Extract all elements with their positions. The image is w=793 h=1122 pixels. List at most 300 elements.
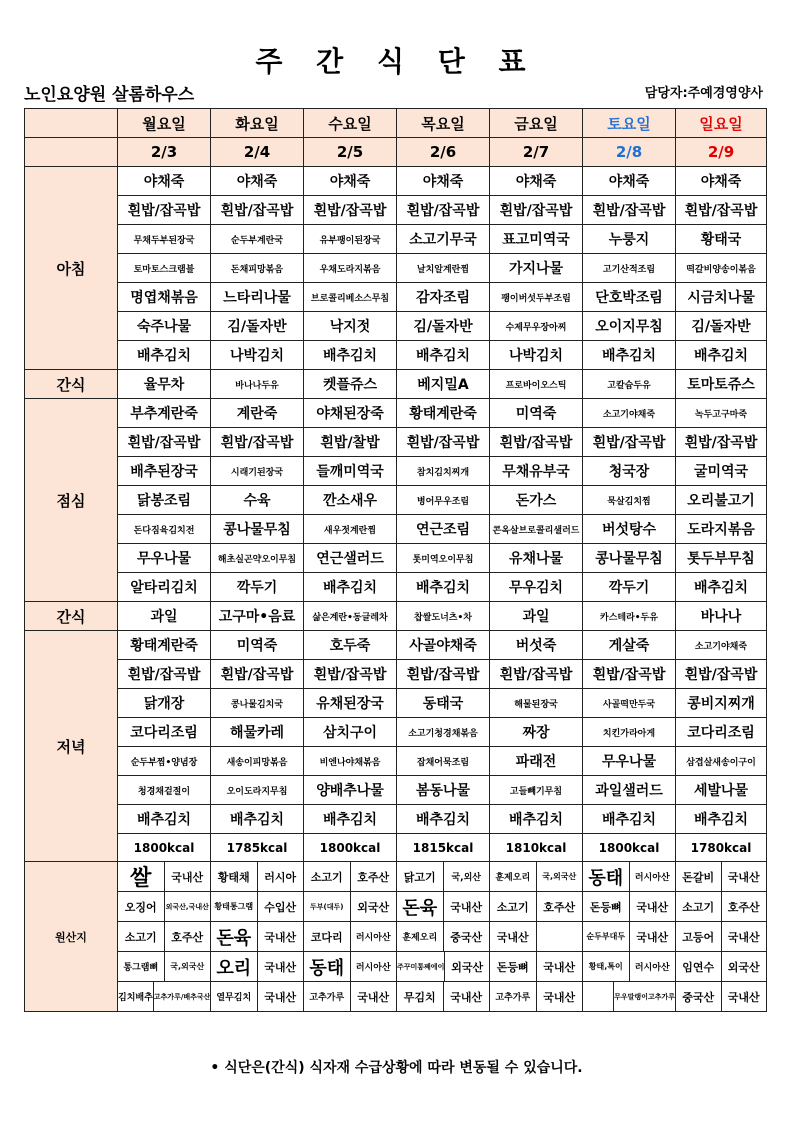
origin-ingredient: 오리 [211,952,258,981]
date-header: 2/4 [211,138,304,167]
origin-country: 러시아 [264,870,297,884]
origin-country: 국내산 [264,960,297,974]
menu-item: 감자조림 [397,283,490,312]
origin-pair [490,922,583,952]
menu-item: 떡갈비양송이볶음 [676,254,767,283]
menu-item: 흰밥/잡곡밥 [304,196,397,225]
origin-ingredient: 훈제오리 [397,922,444,951]
menu-item: 소고기야채죽 [583,399,676,428]
menu-item: 참치김치찌개 [397,457,490,486]
origin-pair [304,922,397,952]
menu-item: 날치알계란찜 [397,254,490,283]
origin-ingredient: 코다리 [304,922,351,951]
day-header: 토요일 [583,109,676,138]
footnote: • 식단은(간식) 식자재 수급상황에 따라 변동될 수 있습니다. [210,1060,583,1076]
origin-country: 러시아산 [634,873,670,883]
menu-item: 수육 [211,486,304,515]
menu-item: 야채죽 [583,167,676,196]
origin-pair [583,982,676,1012]
menu-item: 수제무우장아찌 [490,312,583,341]
menu-item: 나박김치 [490,341,583,370]
snack-item: 율무차 [118,370,211,399]
origin-ingredient: 중국산 [676,982,722,1011]
menu-item: 계란죽 [211,399,304,428]
menu-item: 흰밥/잡곡밥 [211,428,304,457]
corner-cell [25,109,118,138]
menu-item: 황태계란죽 [118,631,211,660]
menu-item: 흰밥/잡곡밥 [676,428,767,457]
origin-ingredient: 돈갈비 [676,862,722,891]
origin-ingredient: 무김치 [397,982,444,1011]
meal-label-snack2: 간식 [25,602,118,631]
kcal-value: 1785kcal [211,834,304,862]
origin-country: 국내산 [727,990,760,1004]
origin-country: 외국산 [727,960,760,974]
page-title: 주 간 식 단 표 [255,45,538,78]
snack-item: 고구마•음료 [211,602,304,631]
origin-pair [304,982,397,1012]
date-header: 2/6 [397,138,490,167]
origin-country: 수입산 [264,900,297,914]
menu-item: 콩나물무침 [583,544,676,573]
menu-item: 과일샐러드 [583,776,676,805]
menu-item: 느타리나물 [211,283,304,312]
menu-item: 새송이피망볶음 [211,747,304,776]
origin-country: 국내산 [636,930,669,944]
menu-item: 흰밥/잡곡밥 [583,428,676,457]
menu-item: 봄동나물 [397,776,490,805]
snack-item: 켓플쥬스 [304,370,397,399]
menu-item: 잡채어묵조림 [397,747,490,776]
menu-item: 돈가스 [490,486,583,515]
origin-ingredient: 소고기 [490,892,537,921]
menu-item: 연근샐러드 [304,544,397,573]
menu-item: 흰밥/잡곡밥 [583,660,676,689]
origin-ingredient: 고추가루 [304,982,351,1011]
origin-country: 호주산 [357,870,390,884]
origin-ingredient: 국내산 [490,922,537,951]
origin-ingredient: 훈제오리 [490,862,537,891]
origin-ingredient: 돈등뼈 [490,952,537,981]
origin-country: 국,외국산 [542,872,577,881]
day-header: 일요일 [676,109,767,138]
origin-pair [118,862,211,892]
origin-pair [118,952,211,982]
menu-item: 톳두부무침 [676,544,767,573]
menu-item: 녹두고구마죽 [676,399,767,428]
menu-item: 깍두기 [583,573,676,602]
menu-item: 배추김치 [583,805,676,834]
origin-pair [211,892,304,922]
origin-ingredient: 쌀 [118,862,165,891]
origin-country: 러시아산 [355,933,391,943]
menu-item: 소고기청경채볶음 [397,718,490,747]
origin-ingredient: 돈육 [397,892,444,921]
date-header: 2/7 [490,138,583,167]
origin-pair [490,952,583,982]
origin-country: 러시아산 [355,963,391,973]
menu-item: 흰밥/잡곡밥 [304,660,397,689]
menu-item: 오이도라지무침 [211,776,304,805]
origin-ingredient: 주꾸미통째에이 [397,952,445,981]
origin-country: 국,외국산 [170,962,205,971]
origin-ingredient: 소고기 [676,892,722,921]
origin-country: 러시아산 [634,963,670,973]
menu-item: 야채죽 [676,167,767,196]
menu-item: 가지나물 [490,254,583,283]
menu-item: 콩나물무침 [211,515,304,544]
menu-item: 야채죽 [490,167,583,196]
origin-pair [583,922,676,952]
origin-pair [490,892,583,922]
snack-item: 과일 [118,602,211,631]
menu-item: 무채유부국 [490,457,583,486]
origin-country: 국내산 [450,990,483,1004]
menu-item: 배추김치 [304,805,397,834]
menu-item: 흰밥/잡곡밥 [490,428,583,457]
kcal-value: 1815kcal [397,834,490,862]
origin-pair [211,952,304,982]
origin-country: 호주산 [727,900,760,914]
menu-item: 깍두기 [211,573,304,602]
origin-country: 고추가루/배추국산 [153,992,211,1001]
menu-item: 돈다짐육김치전 [118,515,211,544]
origin-pair [211,862,304,892]
menu-item: 배추김치 [304,573,397,602]
origin-pair [676,982,767,1012]
menu-item: 누룽지 [583,225,676,254]
menu-item: 우채도라지볶음 [304,254,397,283]
menu-item: 명엽채볶음 [118,283,211,312]
origin-ingredient: 통그램뼈 [118,952,165,981]
origin-country: 호주산 [543,900,576,914]
menu-item: 김/돌자반 [676,312,767,341]
menu-item: 콩비지찌개 [676,689,767,718]
menu-item: 파래전 [490,747,583,776]
origin-ingredient: 두부(대두) [304,892,351,921]
menu-item: 게살죽 [583,631,676,660]
origin-country: 국내산 [264,990,297,1004]
manager-name: 담당자:주예경영양사 [644,86,763,101]
origin-pair [118,922,211,952]
origin-country: 호주산 [171,930,204,944]
menu-item: 새우젓계란찜 [304,515,397,544]
menu-item: 해물된장국 [490,689,583,718]
menu-item: 배추김치 [583,341,676,370]
origin-country: 외국산,국내산 [165,902,209,911]
menu-item: 야채된장죽 [304,399,397,428]
origin-pair [676,952,767,982]
menu-item: 깐소새우 [304,486,397,515]
menu-item: 호두죽 [304,631,397,660]
origin-country: 국내산 [727,870,760,884]
menu-item: 부추계란죽 [118,399,211,428]
menu-item: 들깨미역국 [304,457,397,486]
meal-label-lunch: 점심 [25,399,118,602]
origin-country: 국내산 [171,870,204,884]
menu-item: 표고미역국 [490,225,583,254]
menu-item: 야채죽 [211,167,304,196]
menu-item: 해물카레 [211,718,304,747]
corner-cell [25,138,118,167]
origin-ingredient: 황태,톡이 [583,952,630,981]
snack-item: 찹쌀도너츠•차 [397,602,490,631]
menu-item: 배추김치 [118,805,211,834]
menu-item: 오리불고기 [676,486,767,515]
origin-country: 국내산 [543,960,576,974]
menu-item: 삼치구이 [304,718,397,747]
snack-item: 토마토쥬스 [676,370,767,399]
menu-item: 고기산적조림 [583,254,676,283]
origin-ingredient: 고등어 [676,922,722,951]
menu-item: 굴미역국 [676,457,767,486]
menu-item: 순두부찜•양념장 [118,747,211,776]
snack-item: 고칼슘두유 [583,370,676,399]
menu-item: 미역죽 [490,399,583,428]
menu-item: 야채죽 [304,167,397,196]
kcal-value: 1810kcal [490,834,583,862]
menu-item: 병어무우조림 [397,486,490,515]
origin-pair [676,892,767,922]
menu-item: 소고기야채죽 [676,631,767,660]
origin-pair [583,892,676,922]
day-header: 금요일 [490,109,583,138]
menu-item: 배추김치 [397,341,490,370]
kcal-value: 1800kcal [304,834,397,862]
menu-item: 김/돌자반 [211,312,304,341]
menu-item: 배추김치 [211,805,304,834]
origin-pair [304,892,397,922]
snack-item: 프로바이오스틱 [490,370,583,399]
snack-item: 과일 [490,602,583,631]
menu-item: 버섯죽 [490,631,583,660]
origin-ingredient: 소고기 [118,922,165,951]
origin-country: 외국산 [451,960,484,974]
origin-country: 외국산 [357,900,390,914]
weekly-menu-table [24,108,767,1012]
origin-country: 국내산 [636,900,669,914]
menu-item: 미역죽 [211,631,304,660]
facility-name: 노인요양원 살롬하우스 [24,85,195,105]
meal-label-snack1: 간식 [25,370,118,399]
kcal-value: 1800kcal [583,834,676,862]
menu-item: 흰밥/잡곡밥 [397,428,490,457]
menu-item: 황태국 [676,225,767,254]
origin-ingredient: 김치배추 [118,982,154,1011]
menu-item: 흰밥/잡곡밥 [490,660,583,689]
menu-item: 짜장 [490,718,583,747]
menu-item: 오이지무침 [583,312,676,341]
menu-item: 흰밥/잡곡밥 [118,428,211,457]
menu-item: 닭봉조림 [118,486,211,515]
origin-pair [118,982,211,1012]
menu-item: 사골야채죽 [397,631,490,660]
menu-item: 배추김치 [397,573,490,602]
menu-item: 비엔나야채볶음 [304,747,397,776]
menu-item: 연근조림 [397,515,490,544]
origin-pair [490,982,583,1012]
origin-ingredient: 임연수 [676,952,722,981]
origin-ingredient: 순두부대두 [583,922,630,951]
menu-item: 흰밥/잡곡밥 [211,196,304,225]
menu-item: 흰밥/잡곡밥 [676,196,767,225]
menu-item: 닭개장 [118,689,211,718]
menu-item: 흰밥/잡곡밥 [583,196,676,225]
origin-ingredient: 오징어 [118,892,165,921]
date-header: 2/5 [304,138,397,167]
menu-item: 청국장 [583,457,676,486]
menu-item: 코다리조림 [118,718,211,747]
menu-item: 흰밥/잡곡밥 [490,196,583,225]
menu-item: 팽이버섯두부조림 [490,283,583,312]
menu-item: 흰밥/잡곡밥 [118,196,211,225]
menu-item: 유부팽이된장국 [304,225,397,254]
menu-item: 청경채겉절이 [118,776,211,805]
menu-item: 나박김치 [211,341,304,370]
menu-item: 콩나물김치국 [211,689,304,718]
origin-ingredient [583,982,614,1011]
menu-item: 무채두부된장국 [118,225,211,254]
meal-label-origin: 원산지 [25,862,118,1012]
origin-ingredient: 황태채 [211,862,258,891]
menu-item: 무우나물 [583,747,676,776]
menu-item: 삼겹살새송이구이 [676,747,767,776]
origin-pair [583,952,676,982]
day-header: 월요일 [118,109,211,138]
menu-item: 사골떡만두국 [583,689,676,718]
menu-item: 흰밥/잡곡밥 [397,196,490,225]
menu-item: 배추김치 [118,341,211,370]
origin-country: 국내산 [543,990,576,1004]
origin-pair [397,982,490,1012]
menu-item: 배추된장국 [118,457,211,486]
menu-item: 야채죽 [397,167,490,196]
menu-item: 도라지볶음 [676,515,767,544]
origin-ingredient: 소고기 [304,862,351,891]
origin-country: 국,외산 [451,873,481,883]
menu-item: 묵살김치찜 [583,486,676,515]
menu-item: 배추김치 [304,341,397,370]
snack-item: 바나나두유 [211,370,304,399]
origin-ingredient: 고추가루 [490,982,537,1011]
menu-item: 배추김치 [676,341,767,370]
snack-item: 바나나 [676,602,767,631]
origin-ingredient: 돈등뼈 [583,892,630,921]
menu-item: 브로콜리베소스무침 [304,283,397,312]
menu-item: 단호박조림 [583,283,676,312]
menu-item: 배추김치 [676,805,767,834]
menu-item: 시금치나물 [676,283,767,312]
menu-item: 돈채피망볶음 [211,254,304,283]
menu-item: 흰밥/잡곡밥 [211,660,304,689]
snack-item: 베지밀A [397,370,490,399]
date-header: 2/8 [583,138,676,167]
menu-item: 배추김치 [397,805,490,834]
menu-item: 유채된장국 [304,689,397,718]
origin-country: 무우말랭이고추가루 [614,992,675,1001]
menu-item: 유채나물 [490,544,583,573]
origin-ingredient: 닭고기 [397,862,444,891]
menu-item: 소고기무국 [397,225,490,254]
day-header: 수요일 [304,109,397,138]
origin-country: 국내산 [727,930,760,944]
origin-ingredient: 동태 [304,952,351,981]
snack-item: 삶은계란•동글레차 [304,602,397,631]
menu-item: 해초실곤약오이무침 [211,544,304,573]
menu-item: 세발나물 [676,776,767,805]
origin-pair [118,892,211,922]
menu-item: 흰밥/잡곡밥 [397,660,490,689]
menu-item: 배추김치 [490,805,583,834]
menu-item: 순두부계란국 [211,225,304,254]
kcal-value: 1800kcal [118,834,211,862]
menu-item: 무우나물 [118,544,211,573]
origin-country: 중국산 [450,930,483,944]
menu-item: 김/돌자반 [397,312,490,341]
date-header: 2/3 [118,138,211,167]
menu-item: 무우김치 [490,573,583,602]
meal-label-breakfast: 아침 [25,167,118,370]
menu-item: 코다리조림 [676,718,767,747]
menu-item: 숙주나물 [118,312,211,341]
menu-item: 시래기된장국 [211,457,304,486]
origin-pair [490,862,583,892]
origin-pair [583,862,676,892]
origin-pair [676,922,767,952]
origin-ingredient: 열무김치 [211,982,258,1011]
origin-country: 국내산 [264,930,297,944]
origin-country [537,922,583,951]
origin-ingredient: 돈육 [211,922,258,951]
origin-pair [676,862,767,892]
menu-item: 흰밥/찰밥 [304,428,397,457]
menu-item: 양배추나물 [304,776,397,805]
menu-item: 고들빼기무침 [490,776,583,805]
origin-ingredient: 황태통그램 [211,892,258,921]
day-header: 목요일 [397,109,490,138]
menu-item: 낙지젓 [304,312,397,341]
menu-item: 야채죽 [118,167,211,196]
origin-pair [397,922,490,952]
origin-pair [304,862,397,892]
origin-pair [211,982,304,1012]
menu-item: 치킨가라아게 [583,718,676,747]
menu-item: 흰밥/잡곡밥 [118,660,211,689]
menu-item: 황태계란죽 [397,399,490,428]
origin-ingredient: 동태 [583,862,630,891]
menu-item: 알타리김치 [118,573,211,602]
date-header: 2/9 [676,138,767,167]
origin-pair [397,862,490,892]
menu-item: 버섯탕수 [583,515,676,544]
menu-item: 토마토스크램블 [118,254,211,283]
menu-item: 흰밥/잡곡밥 [676,660,767,689]
origin-country: 국내산 [357,990,390,1004]
meal-label-dinner: 저녁 [25,631,118,862]
kcal-value: 1780kcal [676,834,767,862]
day-header: 화요일 [211,109,304,138]
origin-pair [211,922,304,952]
snack-item: 카스테라•두유 [583,602,676,631]
menu-item: 콘옥살브로콜리샐러드 [490,515,583,544]
origin-pair [397,892,490,922]
menu-item: 동태국 [397,689,490,718]
menu-item: 배추김치 [676,573,767,602]
menu-item: 톳미역오이무침 [397,544,490,573]
origin-pair [397,952,490,982]
origin-pair [304,952,397,982]
origin-country: 국내산 [450,900,483,914]
